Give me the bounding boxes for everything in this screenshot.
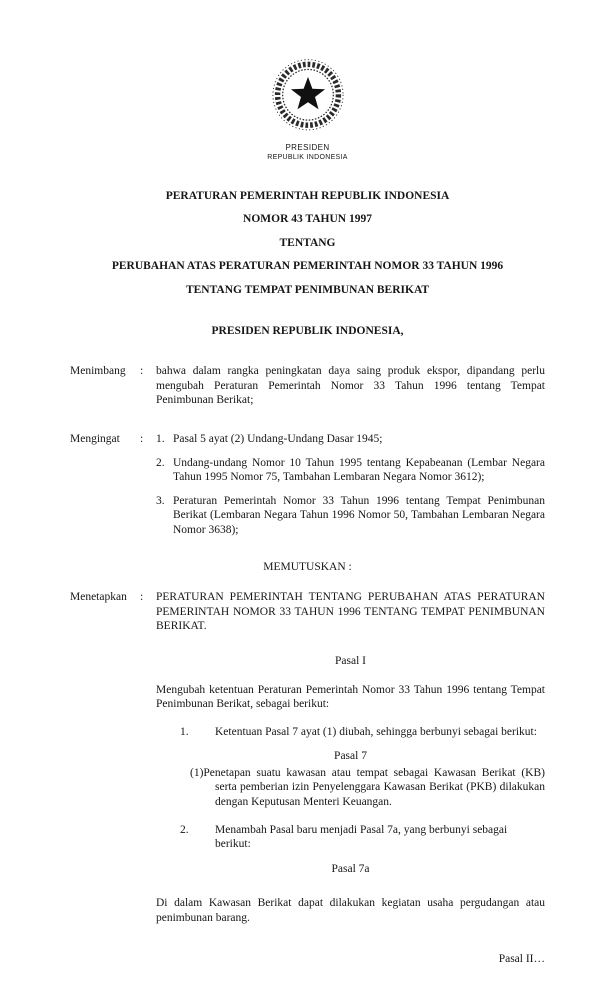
list-item (156, 456, 545, 485)
pasal-i-intro: Mengubah ketentuan Peraturan Pemerintah Nomor 33 Tahun 1996 tentang Tempat Penimbunan Berikat, sebagai berikut: (156, 683, 545, 711)
masthead-republik-indonesia: REPUBLIK INDONESIA (267, 153, 348, 161)
amendment-item (156, 725, 545, 740)
masthead (70, 55, 545, 163)
pasal-7-text: (1)Penetapan suatu kawasan atau tempat sebagai Kawasan Berikat (KB) serta pemberian izin Penyelenggara Kawasan Berikat (PKB) dilakukan dengan Keputusan Menteri Keuangan. (190, 766, 545, 809)
pasal-i-heading: Pasal I (335, 654, 366, 667)
title-block (70, 189, 545, 298)
list-item (156, 432, 545, 447)
list-item-number: 2. (156, 456, 165, 469)
mengingat-colon: : (140, 432, 144, 445)
menetapkan-colon: : (140, 591, 144, 604)
pasal-7a-text: Di dalam Kawasan Berikat dapat dilakukan kegiatan usaha pergudangan atau penimbunan barang. (156, 897, 545, 925)
amendment-item (156, 823, 545, 852)
amendment-item-number: 2. (180, 823, 189, 836)
menetapkan-text: PERATURAN PEMERINTAH TENTANG PERUBAHAN ATAS PERATURAN PEMERINTAH NOMOR 33 TAHUN 1996 TENTANG TEMPAT PENIMBUNAN BERIKAT. (156, 591, 545, 633)
national-emblem-icon (269, 55, 347, 133)
menimbang-label: Menimbang (70, 365, 126, 378)
menetapkan-label: Menetapkan (70, 591, 127, 604)
regulation-title: PERATURAN PEMERINTAH REPUBLIK INDONESIA (165, 189, 450, 202)
regulation-number: NOMOR 43 TAHUN 1997 (243, 213, 372, 226)
amendment-item-number: 1. (180, 725, 189, 738)
list-item-number: 1. (156, 432, 165, 445)
mengingat-list (156, 432, 545, 538)
tentang-label: TENTANG (279, 236, 336, 249)
menimbang-text: bahwa dalam rangka peningkatan daya saing produk ekspor, dipandang perlu mengubah Peraturan Pemerintah Nomor 33 Tahun 1996 tentang Tempat Penimbunan Berikat; (156, 365, 545, 407)
pasal-7a-heading: Pasal 7a (331, 862, 370, 875)
list-item (156, 494, 545, 538)
list-item-text: Pasal 5 ayat (2) Undang-Undang Dasar 1945; (173, 432, 383, 445)
preamble-heading: PRESIDEN REPUBLIK INDONESIA, (211, 324, 404, 337)
memutuskan-heading: MEMUTUSKAN : (263, 560, 352, 573)
menimbang-colon: : (140, 365, 144, 378)
pasal-7-heading: Pasal 7 (334, 750, 367, 763)
star-icon (290, 77, 324, 109)
mengingat-label: Mengingat (70, 432, 120, 445)
list-item-number: 3. (156, 494, 165, 507)
page-continuation-marker: Pasal II… (498, 952, 545, 965)
menimbang-clause (70, 364, 545, 408)
subject-line-1: PERUBAHAN ATAS PERATURAN PEMERINTAH NOMOR 33 TAHUN 1996 (111, 260, 504, 273)
masthead-presiden: PRESIDEN (285, 142, 330, 152)
amendment-item-text: Ketentuan Pasal 7 ayat (1) diubah, sehingga berbunyi sebagai berikut: (215, 725, 537, 738)
mengingat-clause (70, 432, 545, 538)
amendment-item-text: Menambah Pasal baru menjadi Pasal 7a, yang berbunyi sebagai berikut: (215, 823, 508, 851)
subject-line-2: TENTANG TEMPAT PENIMBUNAN BERIKAT (185, 284, 430, 296)
list-item-text: Undang-undang Nomor 10 Tahun 1995 tentang Kepabeanan (Lembar Negara Tahun 1995 Nomor 75, Tambahan Lembaran Negara Nomor 3612); (173, 456, 545, 484)
pasal-i-section (156, 654, 545, 926)
menetapkan-clause (70, 590, 545, 634)
list-item-text: Peraturan Pemerintah Nomor 33 Tahun 1996 tentang Tempat Penimbunan Berikat (Lembaran Negara Tahun 1996 Nomor 50, Tambahan Lembaran Negara Nomor 3638); (173, 494, 545, 536)
